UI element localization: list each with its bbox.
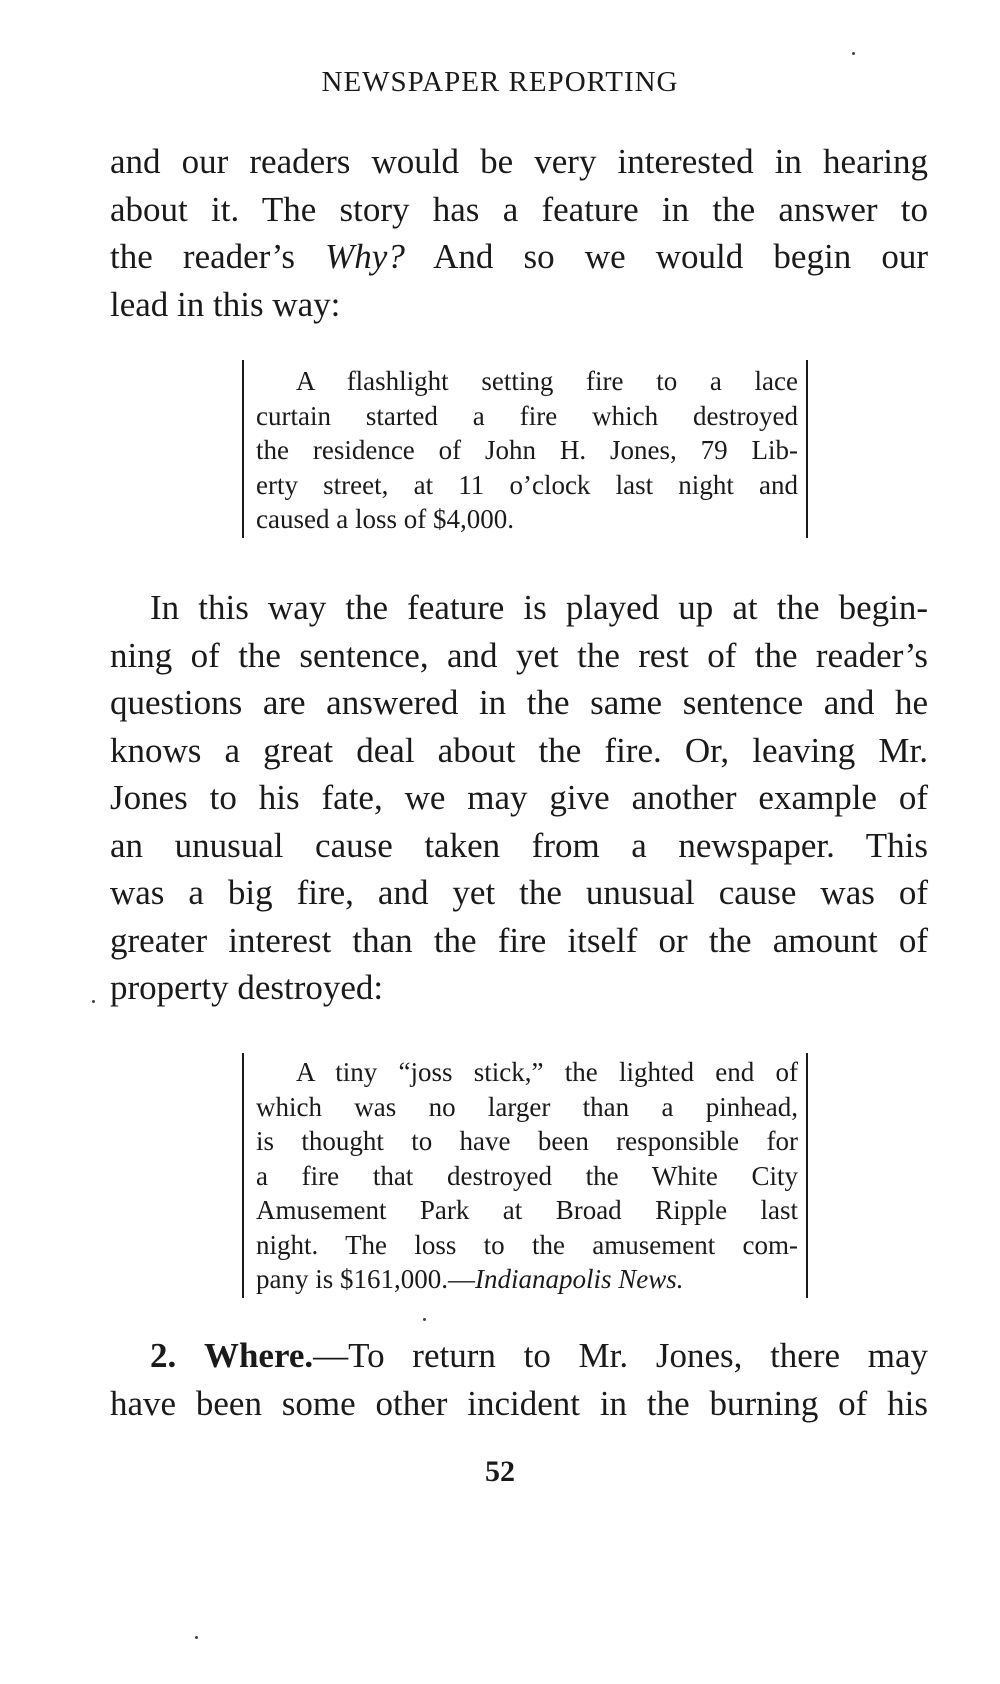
quote-line: night. The loss to the amusement com- [256,1229,798,1260]
quote-line: A tiny “joss stick,” the lighted end of [296,1057,798,1087]
text-line: 2. Where.—To return to Mr. Jones, there may [150,1336,928,1375]
quote-line: the residence of John H. Jones, 79 Lib- [256,435,798,465]
quote-line: caused a loss of $4,000. [256,504,514,534]
quote-line: A flashlight setting fire to a lace [296,366,798,396]
text-line: have been some other incident in the burning of his [110,1383,928,1423]
print-speck [852,52,855,55]
paragraph-1 [110,138,928,328]
print-speck [195,1636,198,1639]
text-line: about it. The story has a feature in the answer to [110,189,928,229]
block-quote-1 [242,360,808,538]
quote-line: is thought to have been responsible for [256,1126,798,1156]
quote-source: Indianapolis News. [475,1264,684,1294]
page-number: 52 [485,1455,515,1488]
paragraph-3 [110,1332,928,1427]
text-line: and our readers would be very interested in hearing [110,142,928,181]
paragraph-2 [110,584,928,1012]
text-fragment: And so we would begin our [433,237,929,276]
italic-why: Why? [325,237,405,276]
quote-line: pany is $161,000.—Indianapolis News. [256,1264,684,1294]
quote-line: curtain started a fire which destroyed [256,400,798,431]
text-line [110,233,928,281]
quote-line: erty street, at 11 o’clock last night and [256,469,798,500]
text-line: lead in this way: [110,284,341,324]
text-line: greater interest than the fire itself or the amount of [110,920,928,960]
quote-line: Amusement Park at Broad Ripple last [256,1195,798,1225]
text-fragment: the reader’s [110,237,295,276]
text-line: was a big fire, and yet the unusual cause was of [110,873,928,912]
print-speck [92,1000,95,1003]
running-head: NEWSPAPER REPORTING [321,66,679,98]
text-line: In this way the feature is played up at the begin- [150,588,928,627]
quote-line: which was no larger than a pinhead, [256,1091,798,1122]
section-number: 2. [150,1336,177,1375]
section-heading: Where. [203,1336,314,1375]
block-quote-2 [242,1053,808,1298]
text-line: questions are answered in the same sentence and he [110,683,928,722]
quote-line: a fire that destroyed the White City [256,1160,798,1191]
text-line: property destroyed: [110,968,384,1007]
print-speck [423,1318,426,1321]
text-line: an unusual cause taken from a newspaper. This [110,825,928,865]
text-line: ning of the sentence, and yet the rest of the reader’s [110,635,928,675]
text-line: knows a great deal about the fire. Or, leaving Mr. [110,730,928,770]
text-line: Jones to his fate, we may give another example of [110,778,928,817]
